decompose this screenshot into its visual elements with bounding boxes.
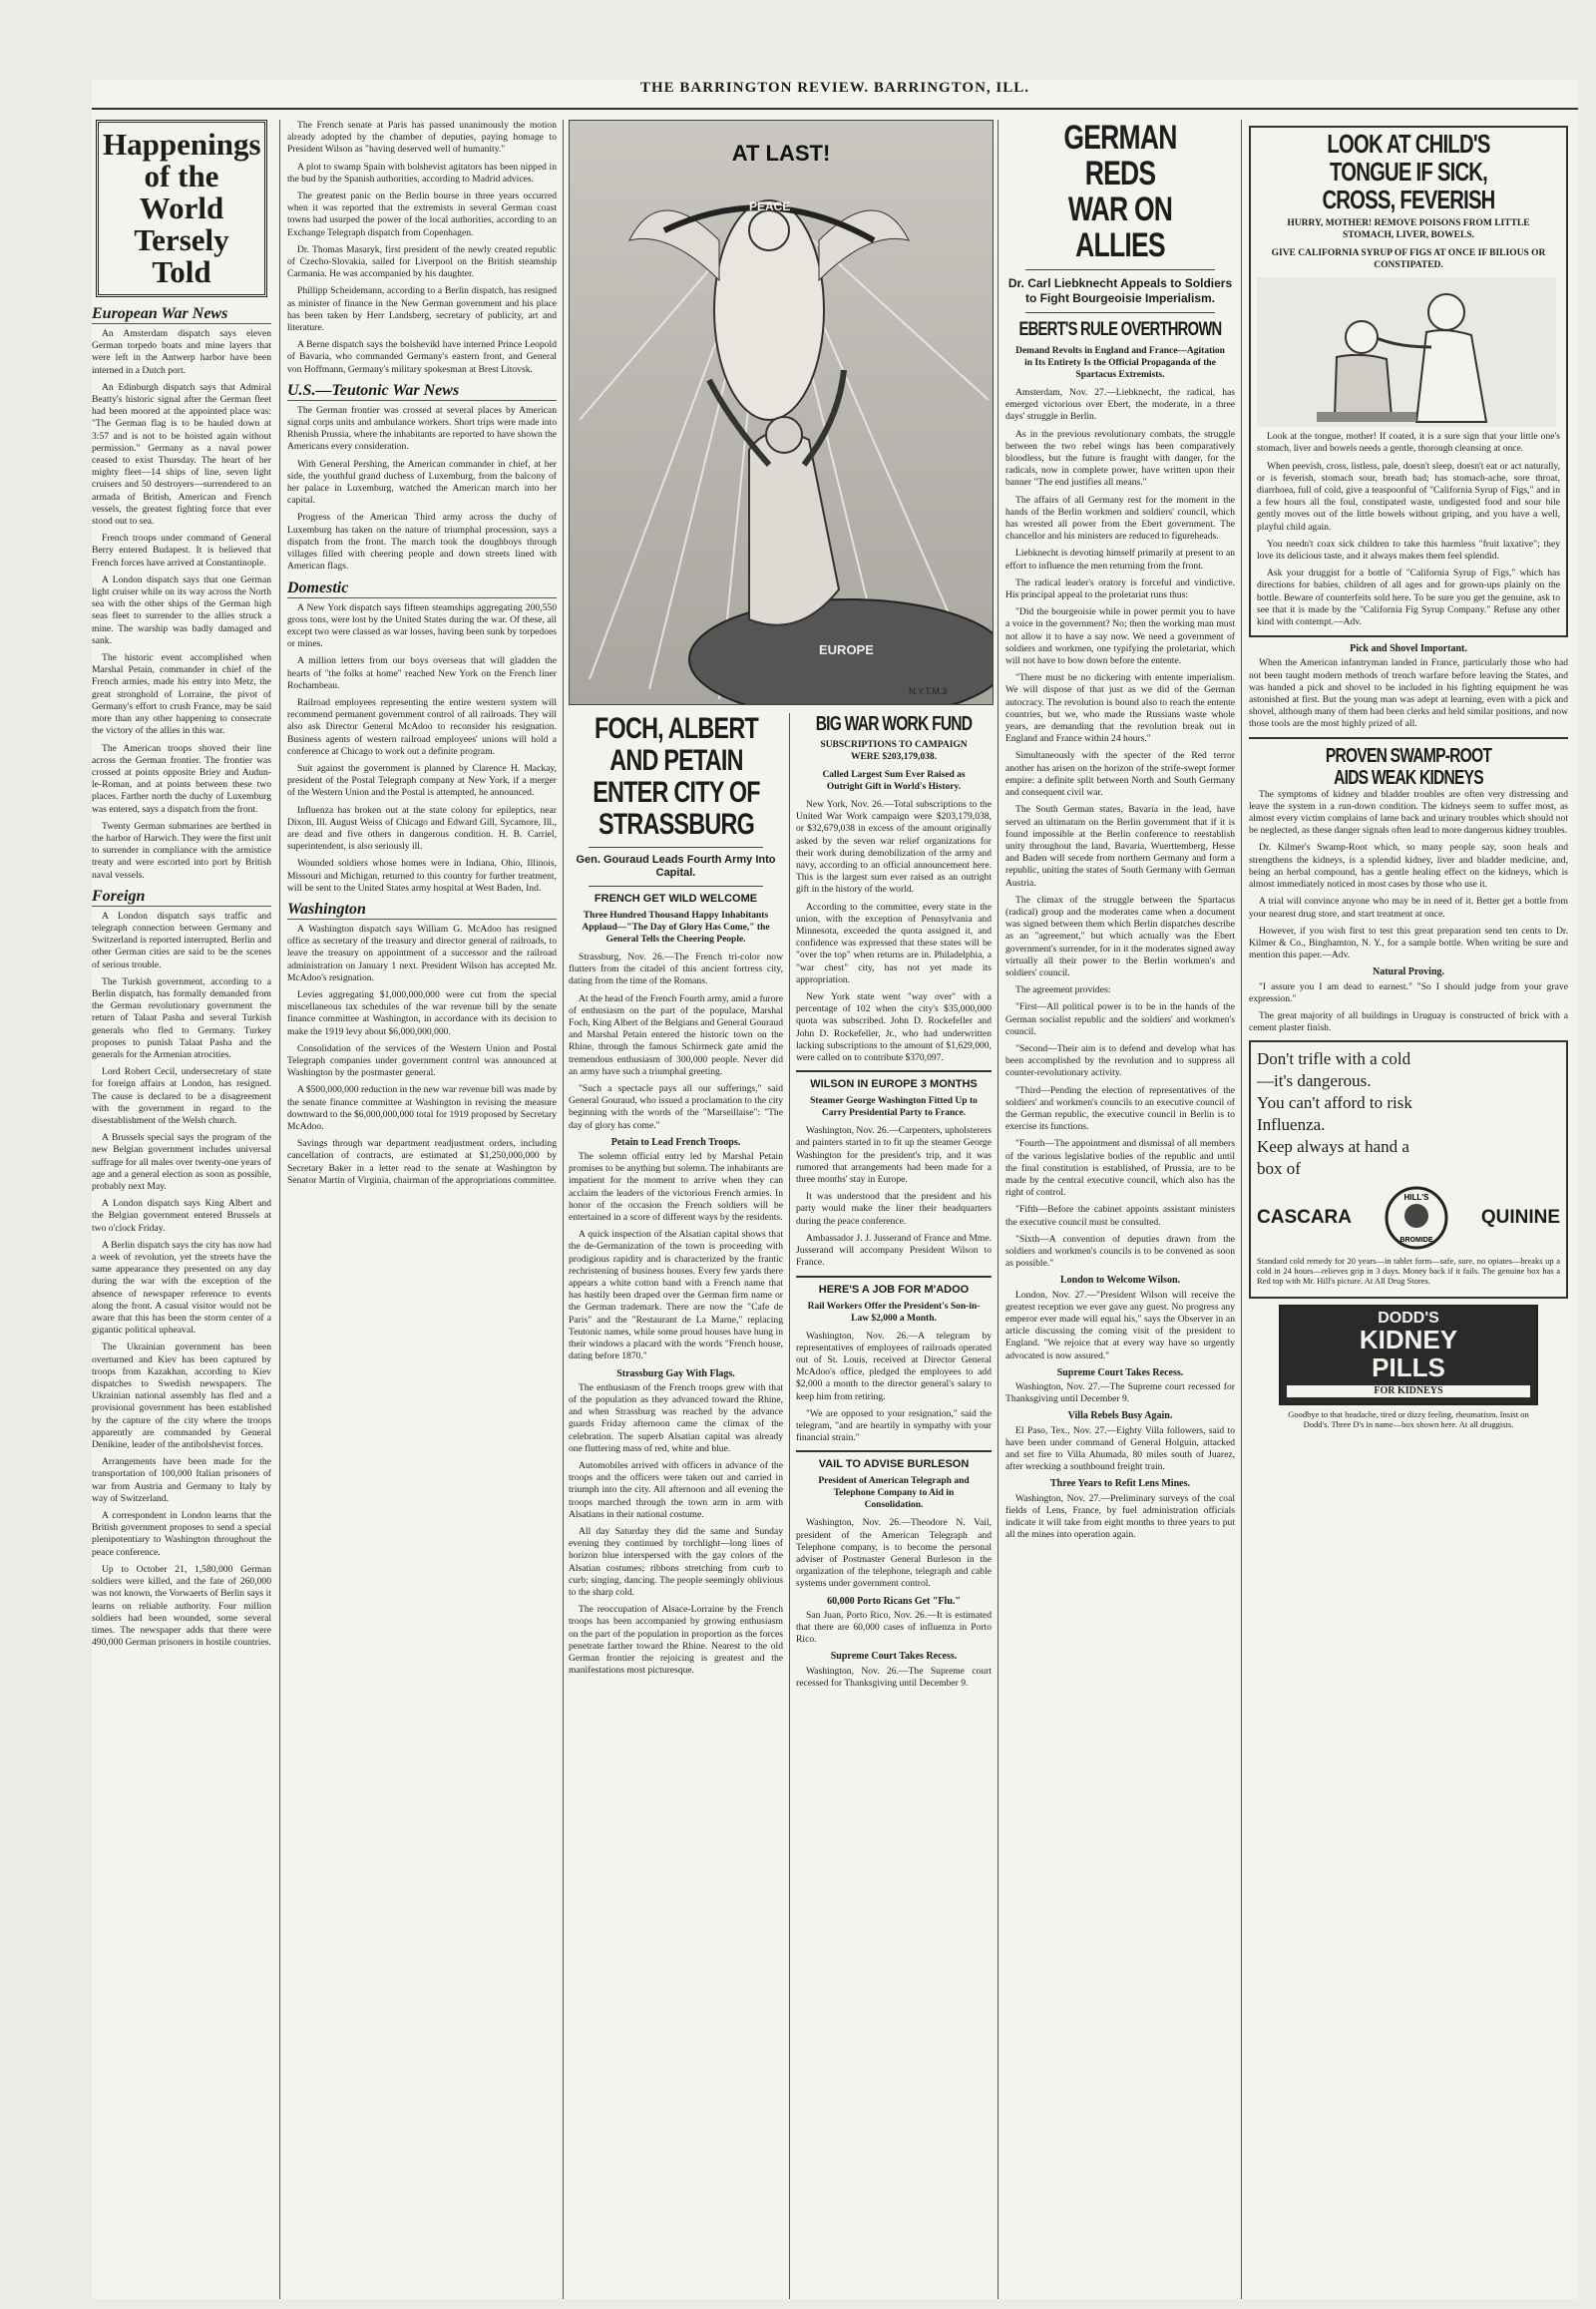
paragraph: Lord Robert Cecil, undersecretary of state for foreign affairs at London, has resigned. The cause is declared to be a disagreement with the government in regard to the disestablishment of the Welsh church.	[92, 1066, 271, 1126]
paragraph: The Turkish government, according to a Berlin dispatch, has formally demanded from the German revolutionary government the return of Talaat Pasha and several Turkish generals who fled to Germany. Turkey proposes to punish Talaat Pasha and the generals for the Armenian atrocities.	[92, 975, 271, 1060]
paragraph: "First—All political power is to be in the hands of the German socialist republic and the soldiers' and workmen's council.	[1005, 1001, 1235, 1037]
paragraph: "Third—Pending the election of representatives of the soldiers' and workmen's councils to an executive council of the German republic, the executive council in Berlin is to exercise its functions.	[1005, 1084, 1235, 1133]
ebert-deck: Demand Revolts in England and France—Agitation in Its Entirety Is the Official Propaganda of the Spartacus Extremists.	[1015, 346, 1225, 380]
uruguay-text: The great majority of all buildings in Uruguay is constructed of brick with a cement plaster finish.	[1249, 1009, 1568, 1034]
divider	[796, 1070, 992, 1072]
paragraph: "Such a spectacle pays all our sufferings," said General Gouraud, who issued a proclamation to the city beginning with the words of the "Marseillaise": "The day of glory has come."	[569, 1083, 783, 1131]
figs-sub-2: GIVE CALIFORNIA SYRUP OF FIGS AT ONCE IF BILIOUS OR CONSTIPATED.	[1271, 248, 1546, 270]
paragraph: Liebknecht is devoting himself primarily at present to an effort to influence the men returning from the front.	[1005, 548, 1235, 572]
section-foreign: Foreign	[92, 888, 271, 907]
fund-deck-2: Called Largest Sum Ever Raised as Outright Gift in World's History.	[822, 770, 966, 792]
section-washington: Washington	[287, 901, 557, 920]
paragraph: Dr. Thomas Masaryk, first president of the newly created republic of Czecho-Slovakia, sailed for Liverpool on the British steamship Carmania. He was accompanied by his daughter.	[287, 243, 557, 280]
swamp-head-1: PROVEN SWAMP-ROOT	[1325, 744, 1492, 767]
paragraph: Look at the tongue, mother! If coated, it is a sure sign that your little one's stomach, liver and bowels needs a gentle, thorough cleansing at once.	[1257, 431, 1560, 455]
vail-article	[796, 1517, 992, 1590]
cartoon-title: AT LAST!	[731, 141, 831, 166]
court-text-4: Washington, Nov. 26.—The Supreme court recessed for Thanksgiving until December 9.	[796, 1665, 992, 1689]
paragraph: At the head of the French Fourth army, amid a furore of enthusiasm on the part of the populace, Marshal Foch, King Albert of the Belgians and General Gouraud and Marshal Petain entered the historic town on the Rhine, through the famous Schirmeck gate amid the tremendous enthusiasm of 300,000 people. Never did an army have such a triumphal greeting.	[569, 992, 783, 1077]
paragraph: "Second—Their aim is to defend and develop what has been accomplished by the revolution and to suppress all counter-revolutionary activity.	[1005, 1042, 1235, 1079]
cascara-quinine-ad	[1249, 1040, 1568, 1299]
paragraph: The symptoms of kidney and bladder troubles are often very distressing and leave the system in a run-down condition. The kidneys seem to suffer most, as almost every victim complains of lame back and urinary troubles which should not be neglected, as these danger signals often lead to more dangerous kidney troubles.	[1249, 788, 1568, 837]
quinine-word: QUININE	[1480, 1207, 1560, 1229]
paragraph: Up to October 21, 1,580,000 German soldiers were killed, and the fate of 260,000 was not known, the Vorwaerts of Berlin says it learns on reliable authority. Four million soldiers had been wounded, some several times. The newspaper adds that there were 490,000 German prisoners in hostile countries.	[92, 1563, 271, 1649]
paragraph: Ambassador J. J. Jusserand of France and Mme. Jusserand will accompany President Wilson to France.	[796, 1232, 992, 1269]
cartoon-globe-label: EUROPE	[819, 642, 874, 657]
paragraph: A Washington dispatch says William G. McAdoo has resigned office as secretary of the treasury and director general of railroads, to leave the treasury on appointment of a successor and the railroad administration on January 1 next. President Wilson has accepted Mr. McAdoo's resignation.	[287, 923, 557, 983]
dodds-tagline: Goodbye to that headache, tired or dizzy feeling, rheumatism. Insist on Dodd's. Three D's in name—box shown here. At all druggists.	[1288, 1408, 1529, 1429]
paragraph: Twenty German submarines are berthed in the harbor of Harwich. They were the first unit to surrender in compliance with the armistice treaty and were escorted into port by British naval vessels.	[92, 820, 271, 881]
foch-sub-3: Strassburg Gay With Flags.	[616, 1367, 735, 1379]
foch-article	[569, 952, 783, 1132]
paragraph: A quick inspection of the Alsatian capital shows that the de-Germanization of the town is proceeding with prodigious rapidity and is characterized by the frantic rechristening of business houses. Every few yards there appears a white cotton band with a French name that has hastily been draped over the German firm name or the German trademark. There are now the "Cafe de Paris" and the "Restaurant de La Marne," replacing Teutonic names, while some proud houses have hung in their windows a placard with the words "French house, dating before 1870."	[569, 1229, 783, 1362]
paragraph: A New York dispatch says fifteen steamships aggregating 200,550 gross tons, were lost by the United States during the war. Of these, all except two were classed as war losses, having been sunk by torpedoes or mines.	[287, 601, 557, 650]
paragraph: Washington, Nov. 26.—Carpenters, upholsterers and painters started in to fit up the steamer George Washington for the president's trip, and it was rumored that arrangements had been made for a three months' stay in Europe.	[796, 1125, 992, 1186]
column-2	[287, 120, 557, 2299]
pick-head: Pick and Shovel Important.	[1350, 643, 1467, 655]
paragraph: "There must be no dickering with entente imperialism. We will dispose of that just as we did of the German autocracy. The revolution is bound also to reach the entente countries, but we, who made the Russians waste whole years, are demanding that the revolution break out in England and France within 24 hours."	[1005, 672, 1235, 745]
fund-headline: BIG WAR WORK FUND	[815, 713, 973, 735]
paragraph: The South German states, Bavaria in the lead, have served an ultimatum on the Berlin government that if it is found impossible at the Berlin conference to reestablish unity throughout the land, Bavaria, Wuerttemberg, Hesse and Baden will secede from northern Germany and form a republic, uniting the states of South Germany with German Austria.	[1005, 804, 1235, 889]
job-article	[796, 1331, 992, 1445]
cold-line-3: You can't afford to risk	[1257, 1093, 1412, 1113]
foch-article-3	[569, 1382, 783, 1678]
divider	[1025, 312, 1215, 313]
porto-head: 60,000 Porto Ricans Get "Flu."	[827, 1595, 961, 1607]
fund-article	[796, 799, 992, 1064]
cartoon-ribbon-label: PEACE	[749, 199, 791, 213]
reds-headline-1: GERMAN REDS	[1063, 120, 1177, 192]
reds-headline-2: WAR ON ALLIES	[1067, 191, 1173, 264]
paragraph: Wounded soldiers whose homes were in Indiana, Ohio, Illinois, Missouri and Michigan, returned to this country for further treatment, will be sent to the United States army hospital at West Baden, Ind.	[287, 858, 557, 894]
court-head-5: Supreme Court Takes Recess.	[1056, 1366, 1184, 1378]
paragraph: Railroad employees representing the entire western system will recommend permanent government control of all railroads. They will also ask Director General McAdoo to reconsider his resignation. Business agents of western railroad employees' unions will hold a conference at Chicago to work out a definite program.	[287, 696, 557, 757]
paragraph: New York, Nov. 26.—Total subscriptions to the United War Work campaign were $203,179,038, or $32,679,038 in excess of the amount originally asked by the seven war relief organizations for their work during demobilization of the army and navy, according to an official announcement here. This is the largest sum ever raised as an outright gift in the history of the world.	[796, 799, 992, 896]
mother-child-illustration	[1257, 277, 1556, 427]
divider	[589, 847, 763, 848]
cartoon-at-last	[569, 120, 994, 705]
paragraph: With General Pershing, the American commander in chief, at her side, the youthful grand duchess of Luxemburg, from the balcony of her palace in Luxemburg, watched the American march into her capital.	[287, 458, 557, 507]
hills-seal-icon	[1385, 1186, 1448, 1250]
column-rule	[279, 120, 280, 2299]
foch-deck: Gen. Gouraud Leads Fourth Army Into Capital.	[576, 854, 776, 879]
cold-line-2: —it's dangerous.	[1257, 1071, 1372, 1091]
reds-deck: Dr. Carl Liebknecht Appeals to Soldiers to Fight Bourgeoisie Imperialism.	[1007, 276, 1233, 305]
court-head-4: Supreme Court Takes Recess.	[830, 1651, 958, 1663]
paragraph: However, if you wish first to test this great preparation send ten cents to Dr. Kilmer & Co., Binghamton, N. Y., for a sample bottle. When writing be sure and mention this paper.—Adv.	[1249, 925, 1568, 962]
vail-head: VAIL TO ADVISE BURLESON	[818, 1458, 970, 1471]
foreign-articles	[92, 911, 271, 1650]
paragraph: A $500,000,000 reduction in the new war revenue bill was made by the senate finance committee at Washington in revising the measure downward to the $6,000,000,000 total for 1919 proposed by Secretary McAdoo.	[287, 1084, 557, 1133]
divider	[1249, 737, 1568, 739]
masthead: THE BARRINGTON REVIEW. BARRINGTON, ILL.	[92, 80, 1578, 110]
divider	[796, 1276, 992, 1278]
dodds-pills-word: PILLS	[1372, 1351, 1445, 1382]
divider	[796, 1450, 992, 1452]
figs-sub-1: HURRY, MOTHER! REMOVE POISONS FROM LITTLE STOMACH, LIVER, BOWELS.	[1287, 218, 1530, 240]
cold-line-1: Don't trifle with a cold	[1257, 1049, 1411, 1069]
london-wilson-text: London, Nov. 27.—"President Wilson will receive the greatest reception we ever gave any guest. No progress any emperor ever made will equal his," says the Observer in an article discussing the coming visit of the president to England. "We rejoice that at every way have so urgently advocated is now assured."	[1005, 1289, 1235, 1361]
paragraph: Washington, Nov. 26.—A telegram by representatives of employees of railroads operated out of St. Louis, received at Director General McAdoo's office, pledged the employees to add $2,000 a month to the director general's salary to keep him from retiring.	[796, 1330, 992, 1402]
section-domestic: Domestic	[287, 579, 557, 598]
paragraph: A London dispatch says traffic and telegraph connection between Germany and Switzerland is reported interrupted. Berlin and other German cities are said to be the scenes of serious trouble.	[92, 910, 271, 970]
paragraph: The Ukrainian government has been overturned and Kiev has been captured by troops from Kazakhan, according to Kiev dispatches to Swedish newspapers. The Ukrainian national assembly has fled and a provisional government has been established by the capture of the city where the troops apparently are commanded by General Denikine, leader of the antibolshevist forces.	[92, 1342, 271, 1451]
paragraph: Simultaneously with the specter of the Red terror another has arisen on the horizon of the strife-swept former empire: a definite split between North and South Germany and consequent civil war.	[1005, 750, 1235, 799]
paragraph: All day Saturday they did the same and Sunday evening they continued by torchlight—long lines of horizon blue interspersed with the gay colors of the Alsatian costumes; ribbons stretching from curb to curb; singing, dancing. The people seemingly oblivious to the sharp cold.	[569, 1525, 783, 1598]
reds-article	[1005, 387, 1235, 1270]
paragraph: Levies aggregating $1,000,000,000 were cut from the special miscellaneous tax schedules of the war revenue bill by the senate finance committee at Washington, in accordance with its decision to make the 1919 levy about $6,000,000,000.	[287, 988, 557, 1037]
washington-articles	[287, 924, 557, 1187]
paragraph: A million letters from our boys overseas that will gladden the hearts of "the folks at home" reached New York on the French liner Rochambeau.	[287, 655, 557, 691]
domestic-articles	[287, 602, 557, 895]
paragraph: The French senate at Paris has passed unanimously the motion already adopted by the chamber of deputies, paying homage to President Wilson as "having deserved well of humanity."	[287, 120, 557, 156]
cascara-logo-row	[1257, 1186, 1560, 1250]
cold-line-6: box of	[1257, 1159, 1301, 1179]
column-rule	[1241, 120, 1242, 2299]
paragraph: The enthusiasm of the French troops grew with that of the population as they advanced toward the Rhine, and when Strassburg was reached by the advance guards Friday afternoon came the climax of the celebration. The superb Alsatian capital was already one fluttering mass of red, white and blue.	[569, 1381, 783, 1454]
lens-head: Three Years to Refit Lens Mines.	[1050, 1478, 1190, 1490]
seal-top-text: HILL'S	[1403, 1193, 1429, 1203]
paragraph: The greatest panic on the Berlin bourse in three years occurred when it was reported that the extremists in several German coast towns had usurped the power of the local authorities, according to an Exchange Telegraph dispatch from Copenhagen.	[287, 191, 557, 238]
paragraph: It was understood that the president and his party would make the liner their headquarters during the peace conference.	[796, 1191, 992, 1227]
figs-head-2: TONGUE IF SICK,	[1329, 157, 1488, 187]
column-rule	[789, 713, 790, 2299]
paragraph: You needn't coax sick children to take this harmless "fruit laxative"; they love its delicious taste, and it always makes them feel splendid.	[1257, 538, 1560, 563]
foch-headline: FOCH, ALBERT AND PETAIN ENTER CITY OF STRASSBURG	[593, 713, 760, 841]
paragraph: A Berlin dispatch says the city has now had a week of revolution, yet the streets have the same appearance they presented on any day during the war with the exception of the absence of newspaper reference to events along the front. A casual visitor would not be aware that this has been the storm center of a gigantic political upheaval.	[92, 1239, 271, 1337]
proving-text: "I assure you I am dead to earnest." "So I should judge from your grave expression."	[1249, 980, 1568, 1004]
syrup-of-figs-ad	[1249, 126, 1568, 637]
paragraph: The radical leader's oratory is forceful and vindictive. His principal appeal to the proletariat runs thus:	[1005, 577, 1235, 601]
paragraph: A plot to swamp Spain with bolshevist agitators has been nipped in the bud by the Spanish authorities, according to Madrid advices.	[287, 161, 557, 185]
dodds-kidney-word: KIDNEY	[1359, 1324, 1458, 1354]
title-box	[96, 120, 267, 297]
paragraph: The agreement provides:	[1015, 984, 1111, 996]
paragraph: Suit against the government is planned by Clarence H. Mackay, president of the Postal Telegraph company at New York, if a merger of the Western Union and the Postal is attempted, he announced.	[287, 762, 557, 799]
misc-articles	[287, 120, 557, 376]
paragraph: Ask your druggist for a bottle of "California Syrup of Figs," which has directions for babies, children of all ages and for grown-ups plainly on the bottle. Beware of counterfeits sold here. To be sure you get the genuine, ask to see that it is made by the "California Fig Syrup Company." Refuse any other kind with contempt.—Adv.	[1257, 568, 1560, 628]
paragraph: The historic event accomplished when Marshal Petain, commander in chief of the French armies, made his entry into Metz, the great stronghold of Lorraine, the pivot of Germany's effort to crush France, may be said more than any other happening to consecrate the victory of the allies in this war.	[92, 652, 271, 737]
paragraph: The affairs of all Germany rest for the moment in the hands of the Berlin workmen and soldiers' council, which has wrested all power from the Ebert government. The chancellor and his ministers are reduced to figureheads.	[1005, 494, 1235, 543]
paragraph: The German frontier was crossed at several places by American signal corps units and ambulance workers. Short trips were made into Rhenish Prussia, where the inhabitants are reported to have shown the Americans every consideration.	[287, 404, 557, 453]
foch-subhead: FRENCH GET WILD WELCOME	[594, 893, 758, 905]
paragraph: According to the committee, every state in the union, with the exception of Pennsylvania and Minnesota, exceeded the quota assigned it, and confidence was expressed that these states will be "over the top" when returns are in. Philadelphia, a "war chest" city, has not yet made its appropriation.	[796, 901, 992, 985]
paragraph: Progress of the American Third army across the duchy of Luxemburg has taken on the nature of triumphal procession, says a dispatch from the front. The march took the doughboys through villages filled with cheering people and down streets lined with American flags.	[287, 512, 557, 573]
european-articles	[92, 328, 271, 882]
paragraph: French troops under command of General Berry entered Budapest. It is believed that French forces have arrived at Constantinople.	[92, 533, 271, 569]
cartoon-credit: N.Y.T.M.3	[909, 686, 948, 696]
swamp-head-2: AIDS WEAK KIDNEYS	[1334, 766, 1483, 789]
job-deck: Rail Workers Offer the President's Son-in-Law $2,000 a Month.	[807, 1301, 981, 1324]
paragraph: "Fifth—Before the cabinet appoints assistant ministers the executive council must be consulted.	[1005, 1204, 1235, 1228]
foch-sub-2: Petain to Lead French Troops.	[610, 1136, 741, 1148]
fund-deck: SUBSCRIPTIONS TO CAMPAIGN WERE $203,179,038.	[820, 740, 968, 762]
paragraph: Automobiles arrived with officers in advance of the troops and the officers were taken out and carried in triumph into the city. All afternoon and all evening the troops marched through the town arm in arm with Alsatians in their national costume.	[569, 1459, 783, 1520]
paragraph: A London dispatch says King Albert and the Belgian government entered Brussels at two o'clock Friday.	[92, 1198, 271, 1234]
paragraph: As in the previous revolutionary combats, the struggle between the two rebel wings has been comparatively bloodless, but the future is fraught with danger, for the radicals, now in complete power, have written upon their banner "The end justifies all means."	[1005, 428, 1235, 489]
porto-text: San Juan, Porto Rico, Nov. 26.—It is estimated that there are 60,000 cases of influenza in Porto Rico.	[796, 1609, 992, 1646]
paragraph: The solemn official entry led by Marshal Petain promises to be anything but solemn. The inhabitants are impatient for the moment to arrive when they can acclaim the leaders of the victorious French armies. In honor of the occasion the French soldiers will be entertained in a score of different ways by the residents.	[569, 1151, 783, 1224]
paragraph: A trial will convince anyone who may be in need of it. Better get a bottle from your nearest drug store, and start treatment at once.	[1249, 896, 1568, 920]
dodds-word: DODD'S	[1378, 1310, 1439, 1328]
section-european: European War News	[92, 305, 271, 324]
cartoon-illustration	[570, 121, 993, 704]
ebert-headline: EBERT'S RULE OVERTHROWN	[1018, 319, 1222, 340]
paragraph: A Brussels special says the program of the new Belgian government includes universal suffrage for all males over twenty-one years of age and a general election as soon as possible, probably next May.	[92, 1132, 271, 1192]
cold-line-4: Influenza.	[1257, 1115, 1326, 1135]
paragraph: An Amsterdam dispatch says eleven German torpedo boats and mine layers that were left in the Antwerp harbor have been interned in a Dutch port.	[92, 328, 271, 376]
paragraph: The climax of the struggle between the Spartacus (radical) group and the moderates came when a document was signed between them which Berlin dispatches describe as an "agreement," but which actually was the Ebert government's surrender, for in it the moderates signed away virtually all their power to the Berlin workmen's and soldiers' council.	[1005, 894, 1235, 978]
column-4	[796, 713, 992, 2299]
figs-head-3: CROSS, FEVERISH	[1322, 185, 1495, 214]
section-teutonic: U.S.—Teutonic War News	[287, 382, 557, 401]
foch-deck-2: Three Hundred Thousand Happy Inhabitants Applaud—"The Day of Glory Has Come," the General Tells the Cheering People.	[582, 911, 770, 945]
court-text-5: Washington, Nov. 27.—The Supreme court recessed for Thanksgiving until December 9.	[1005, 1381, 1235, 1405]
lens-text: Washington, Nov. 27.—Preliminary surveys of the coal fields of Lens, France, by fuel administration officials indicate it will take from eight months to three years to put all the mines into operation again.	[1005, 1492, 1235, 1541]
dodds-band: FOR KIDNEYS	[1287, 1385, 1530, 1397]
paragraph: Arrangements have been made for the transportation of 100,000 Italian prisoners of war from Austria and Germany to Italy by way of Switzerland.	[92, 1456, 271, 1504]
paragraph: Phillipp Scheidemann, according to a Berlin dispatch, has resigned as minister of finance in the New German government and his place has been taken by Herr Landsberg, secretary of publicity, art and literature.	[287, 285, 557, 334]
pick-text: When the American infantryman landed in France, particularly those who had not been taught modern methods of trench warfare before leaving the States, and was handed a pick and shovel to be included in his fighting equipment he was astonished at first. But the young man was adept at learning, even with a pick and shovel, although many of them had been clerks and held similar positions, and now those tools are the most highly prized of all.	[1249, 657, 1568, 730]
column-rule	[563, 120, 564, 2299]
title-line-1: Happenings	[103, 127, 261, 162]
paragraph: "Fourth—The appointment and dismissal of all members of the various legislative bodies of the republic and until the final constitution is established, of Prussia, are to be made by the central executive council, which also has the right of control.	[1005, 1138, 1235, 1199]
wilson-europe-article	[796, 1125, 992, 1269]
paragraph: A Berne dispatch says the bolshevikl have interned Prince Leopold of Bavaria, who commanded Germany's eastern front, and General von Hoffmann, Germany's military spokesman at Brest Litovsk.	[287, 339, 557, 375]
paragraph: Dr. Kilmer's Swamp-Root which, so many people say, soon heals and strengthens the kidneys, is a splendid kidney, liver and bladder medicine, and, being an herbal compound, has a gentle healing effect on the kidneys, which is almost immediately noticed in most cases by those who use it.	[1249, 842, 1568, 891]
wilson-europe-head: WILSON IN EUROPE 3 MONTHS	[810, 1078, 978, 1091]
paragraph: Influenza has broken out at the state colony for epileptics, near Dixon, Ill. August Weiss of Chicago and Edward Gill, Sycamore, Ill., are dead and five others in dangerous condition. H. B. Carriel, superintendent, is also seriously ill.	[287, 804, 557, 853]
figs-head-1: LOOK AT CHILD'S	[1327, 129, 1490, 159]
divider	[589, 886, 763, 887]
paragraph: "We are opposed to your resignation," said the telegram, "and are heartily in sympathy with your financial strain."	[796, 1407, 992, 1444]
wilson-europe-deck: Steamer George Washington Fitted Up to Carry Presidential Party to France.	[810, 1096, 978, 1119]
seal-bottom-text: BROMIDE	[1399, 1237, 1433, 1245]
foch-article-2	[569, 1151, 783, 1362]
proving-head: Natural Proving.	[1372, 966, 1445, 978]
paragraph: Savings through war department readjustment orders, including cancellation of contracts, are estimated at $1,250,000,000 by Secretary Baker in a letter read to the senate at Washington by Senator Martin of Virginia, chairman of the appropriations committee.	[287, 1138, 557, 1186]
teutonic-articles	[287, 405, 557, 574]
paragraph: The American troops shoved their line across the German frontier. The frontier was crossed at points opposite Briey and Audun-le-Roman, and at points between these two places. Farther north the duchy of Luxemburg was entered, says a dispatch from the front.	[92, 742, 271, 815]
paragraph: Consolidation of the services of the Western Union and Postal Telegraph companies under government control was announced at Washington by the postmaster general.	[287, 1042, 557, 1079]
dodds-ad	[1279, 1305, 1538, 1404]
column-1	[92, 120, 271, 2299]
cold-line-5: Keep always at hand a	[1257, 1137, 1409, 1157]
paragraph: An Edinburgh dispatch says that Admiral Beatty's historic signal after the German fleet had been moored at the appointed place was: "The German flag is to be hauled down at 3:57 and is not to be hoisted again without permission." Germany as a naval power ceased to exist Thursday. The heart of her mighty fleet—14 ships of line, seven light cruisers and 50 destroyers—surrendered to an armada of British, American and French vessels, the greatest fighting force that ever stood out to sea.	[92, 381, 271, 528]
paragraph: "Did the bourgeoisie while in power permit you to have a voice in the government? No; then the working man must not allow it to have a say now. We need a government of soldiers and workmen, one typifying the proletariat, which will not have to bow down before the entente.	[1005, 606, 1235, 667]
vail-deck: President of American Telegraph and Telephone Company to Aid in Consolidation.	[818, 1476, 970, 1511]
paragraph: New York state went "way over" with a percentage of 102 when the city's $35,000,000 quota was subscribed. John D. Rockefeller and John D. Rockefeller, Jr., who had underwritten lacking subscriptions to the amount of $1,629,000, were called on to contribute $370,097.	[796, 991, 992, 1064]
cascara-word: CASCARA	[1257, 1207, 1352, 1229]
title-line-3: Tersely Told	[134, 222, 229, 289]
column-3	[569, 713, 783, 2299]
paragraph: "Sixth—A convention of deputies drawn from the soldiers and workmen's councils is to be convened as soon as possible."	[1005, 1233, 1235, 1270]
villa-text: El Paso, Tex., Nov. 27.—Eighty Villa followers, said to have been under command of General Holguin, attacked and set fire to Villa Ahumada, 80 miles south of Juarez, after wrecking a southbound freight train.	[1005, 1424, 1235, 1473]
job-head: HERE'S A JOB FOR M'ADOO	[818, 1283, 970, 1296]
paragraph: Amsterdam, Nov. 27.—Liebknecht, the radical, has emerged victorious over Ebert, the moderate, in a three days' struggle in Berlin.	[1005, 387, 1235, 423]
paragraph: Strassburg, Nov. 26.—The French tri-color now flutters from the citadel of this ancient fortress city, dating from the time of the Romans.	[569, 952, 783, 987]
swamp-body	[1249, 789, 1568, 962]
newspaper-page	[92, 80, 1578, 2299]
london-wilson-head: London to Welcome Wilson.	[1059, 1275, 1181, 1287]
paragraph: The reoccupation of Alsace-Lorraine by the French troops has been accompanied by growing enthusiasm on the part of the population in proportion as the forces penetrate farther toward the Rhine. Nearest to the old German frontier the rejoicing is greatest and the manifestations most picturesque.	[569, 1604, 783, 1677]
paragraph: A London dispatch says that one German light cruiser while on its way across the North sea with the other ships of the German high seas fleet to surrender to the allies struck a mine. The warship was badly damaged and sank.	[92, 574, 271, 646]
paragraph: A correspondent in London learns that the British government proposes to send a special plenipotentiary to Washington throughout the peace conference.	[92, 1510, 271, 1558]
column-5	[1005, 120, 1235, 2299]
paragraph: Washington, Nov. 26.—Theodore N. Vail, president of the American Telegraph and Telephone company, is to become the personal adviser of Postmaster General Burleson in the organization of the telephone, telegraph and cable systems under government control.	[796, 1517, 992, 1590]
villa-head: Villa Rebels Busy Again.	[1067, 1410, 1173, 1422]
divider	[1025, 269, 1215, 270]
paragraph: When peevish, cross, listless, pale, doesn't sleep, doesn't eat or act naturally, or is feverish, stomach sour, breath bad; has stomach-ache, sore throat, diarrhoea, full of cold, give a teaspoonful of "California Syrup of Figs," and in a few hours all the foul, constipated waste, undigested food and sour bile gently moves out of the little bowels without griping, and you have a well, playful child again.	[1257, 460, 1560, 533]
cascara-description: Standard cold remedy for 20 years—in tablet form—safe, sure, no opiates—breaks up a cold in 24 hours—relieves grip in 3 days. Money back if it fails. The genuine box has a Red top with Mr. Hill's picture. At All Drug Stores.	[1257, 1256, 1560, 1287]
column-6	[1249, 120, 1568, 2299]
figs-body	[1257, 431, 1560, 628]
title-line-2: of the World	[139, 159, 224, 225]
